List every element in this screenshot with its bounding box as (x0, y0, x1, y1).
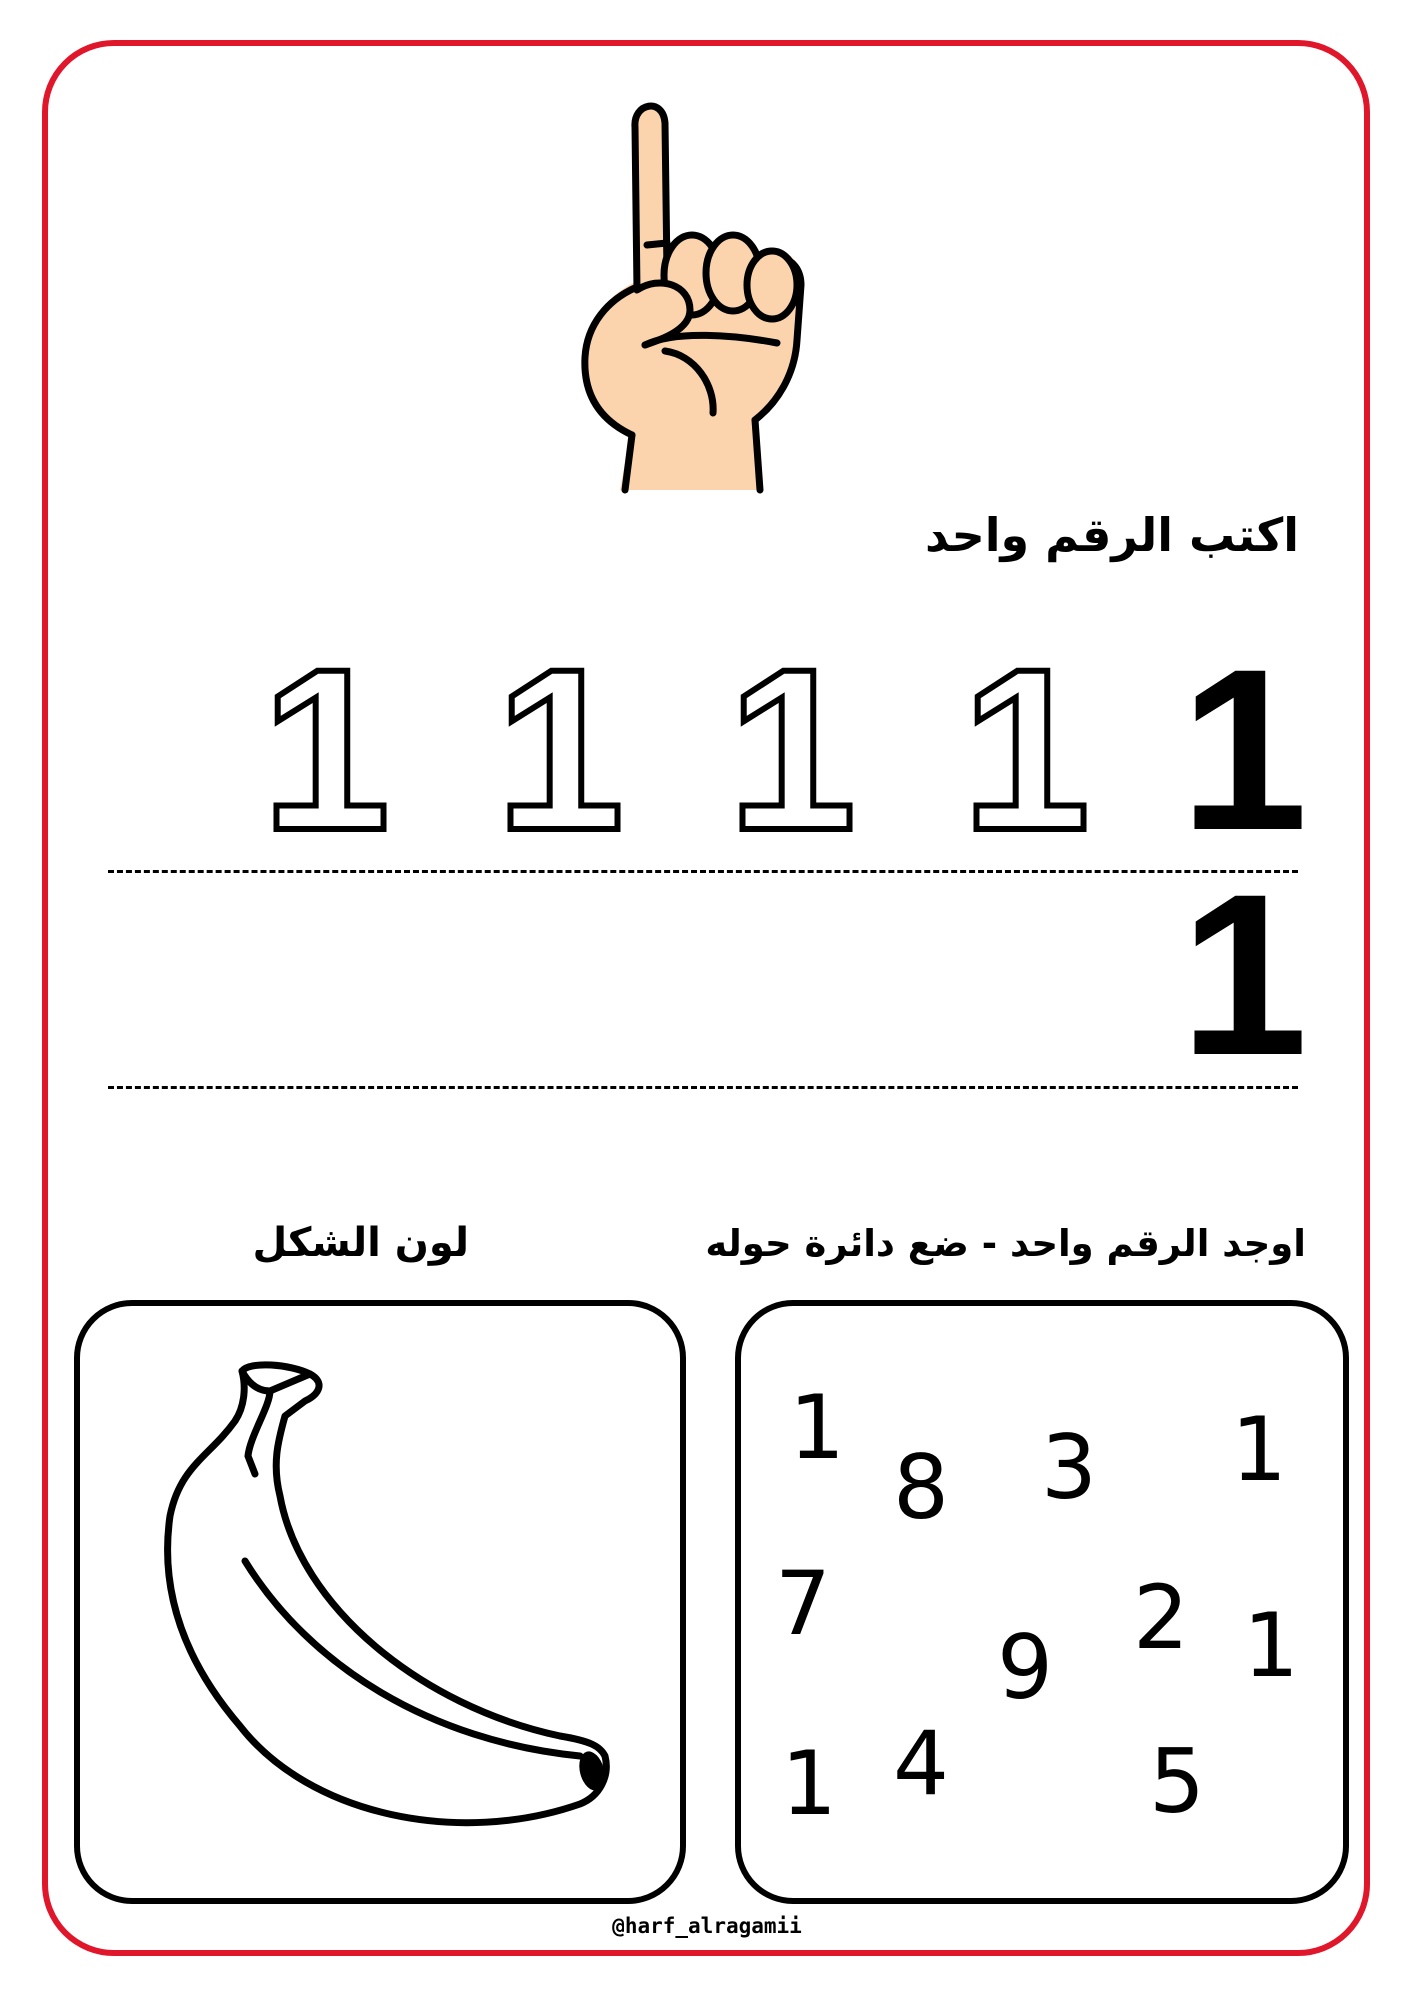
number-item[interactable]: 2 (1133, 1566, 1189, 1669)
number-item[interactable]: 4 (893, 1712, 949, 1815)
color-box (74, 1300, 686, 1904)
footer-handle: @harf_alragamii (612, 1914, 802, 1938)
number-item[interactable]: 1 (781, 1732, 837, 1835)
one-finger-hand-icon (565, 95, 865, 505)
trace-digit-1[interactable]: 1 (262, 621, 390, 878)
trace-digit-4[interactable]: 1 (962, 621, 1090, 878)
writing-line-2 (108, 1086, 1298, 1089)
number-item[interactable]: 7 (775, 1552, 831, 1655)
writing-line-1 (108, 870, 1298, 873)
write-section-title: اكتب الرقم واحد (925, 508, 1299, 562)
number-item[interactable]: 1 (1243, 1594, 1299, 1697)
number-item[interactable]: 8 (893, 1436, 949, 1539)
trace-digit-2[interactable]: 1 (496, 621, 624, 878)
number-item[interactable]: 5 (1149, 1730, 1205, 1833)
model-digit-1: 1 (1180, 621, 1308, 878)
number-item[interactable]: 3 (1041, 1416, 1097, 1519)
trace-digit-3[interactable]: 1 (728, 621, 856, 878)
color-section-title: لون الشكل (252, 1220, 469, 1266)
number-item[interactable]: 1 (789, 1376, 845, 1479)
number-item[interactable]: 1 (1231, 1398, 1287, 1501)
number-item[interactable]: 9 (997, 1616, 1053, 1719)
model-digit-2: 1 (1180, 846, 1308, 1103)
find-number-box (735, 1300, 1349, 1904)
banana-icon[interactable] (160, 1346, 640, 1866)
find-section-title: اوجد الرقم واحد - ضع دائرة حوله (705, 1222, 1306, 1265)
